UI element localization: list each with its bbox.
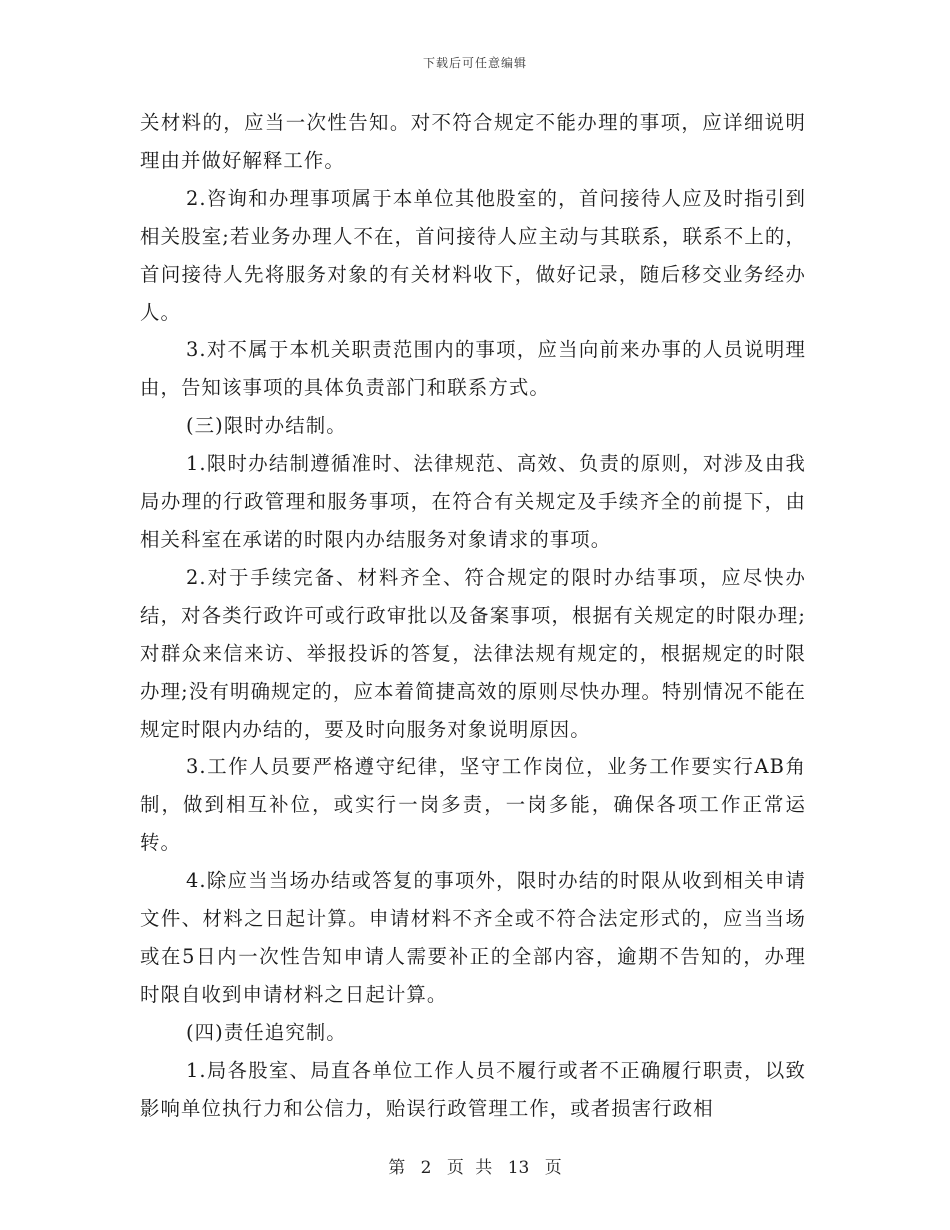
- footer-total-pages: 13: [507, 1158, 530, 1178]
- footer-suffix: 页: [544, 1158, 562, 1178]
- footer-prefix: 第: [388, 1158, 406, 1178]
- paragraph-time-limit-1: 1.限时办结制遵循准时、法律规范、高效、负责的原则，对涉及由我局办理的行政管理和服务事项，在符合有关规定及手续齐全的前提下，由相关科室在承诺的时限内办结服务对象请求的事项。: [140, 452, 806, 551]
- section-heading-accountability: (四)责任追究制。: [186, 1020, 347, 1044]
- paragraph-time-limit-2: 2.对于手续完备、材料齐全、符合规定的限时办结事项，应尽快办结，对各类行政许可或行政审批以及备案事项，根据有关规定的时限办理;对群众来信来访、举报投诉的答复，法律法规有规定的，根据规定的时限办理;没有明确规定的，应本着简捷高效的原则尽快办理。特别情况不能在规定时限内办结的，要及时向服务对象说明原因。: [140, 565, 806, 741]
- paragraph-time-limit-3: 3.工作人员要严格遵守纪律，坚守工作岗位，业务工作要实行AB角制，做到相互补位，或实行一岗多责，一岗多能，确保各项工作正常运转。: [140, 755, 806, 855]
- paragraph-accountability-1: 1.局各股室、局直各单位工作人员不履行或者不正确履行职责，以致影响单位执行力和公信力，贻误行政管理工作，或者损害行政相: [140, 1058, 806, 1120]
- footer-middle: 页 共: [446, 1158, 493, 1178]
- paragraph-continuation: 关材料的，应当一次性告知。对不符合规定不能办理的事项，应详细说明理由并做好解释工作。: [140, 111, 806, 172]
- section-heading-time-limit: (三)限时办结制。: [186, 414, 347, 438]
- paragraph-item-2-referral: 2.咨询和办理事项属于本单位其他股室的，首问接待人应及时指引到相关股室;若业务办理人不在，首问接待人应主动与其联系，联系不上的，首问接待人先将服务对象的有关材料收下，做好记录，随后移交业务经办人。: [140, 186, 806, 324]
- paragraph-time-limit-4: 4.除应当当场办结或答复的事项外，限时办结的时限从收到相关申请文件、材料之日起计算。申请材料不齐全或不符合法定形式的，应当当场或在5日内一次性告知申请人需要补正的全部内容，逾期不告知的，办理时限自收到申请材料之日起计算。: [140, 869, 806, 1006]
- footer-page-number: 2: [420, 1158, 432, 1178]
- paragraph-item-3-out-of-scope: 3.对不属于本机关职责范围内的事项，应当向前来办事的人员说明理由，告知该事项的具体负责部门和联系方式。: [140, 338, 806, 400]
- page-footer: [0, 1153, 950, 1178]
- document-body: [140, 104, 806, 1127]
- page-header: 下载后可任意编辑: [422, 56, 527, 70]
